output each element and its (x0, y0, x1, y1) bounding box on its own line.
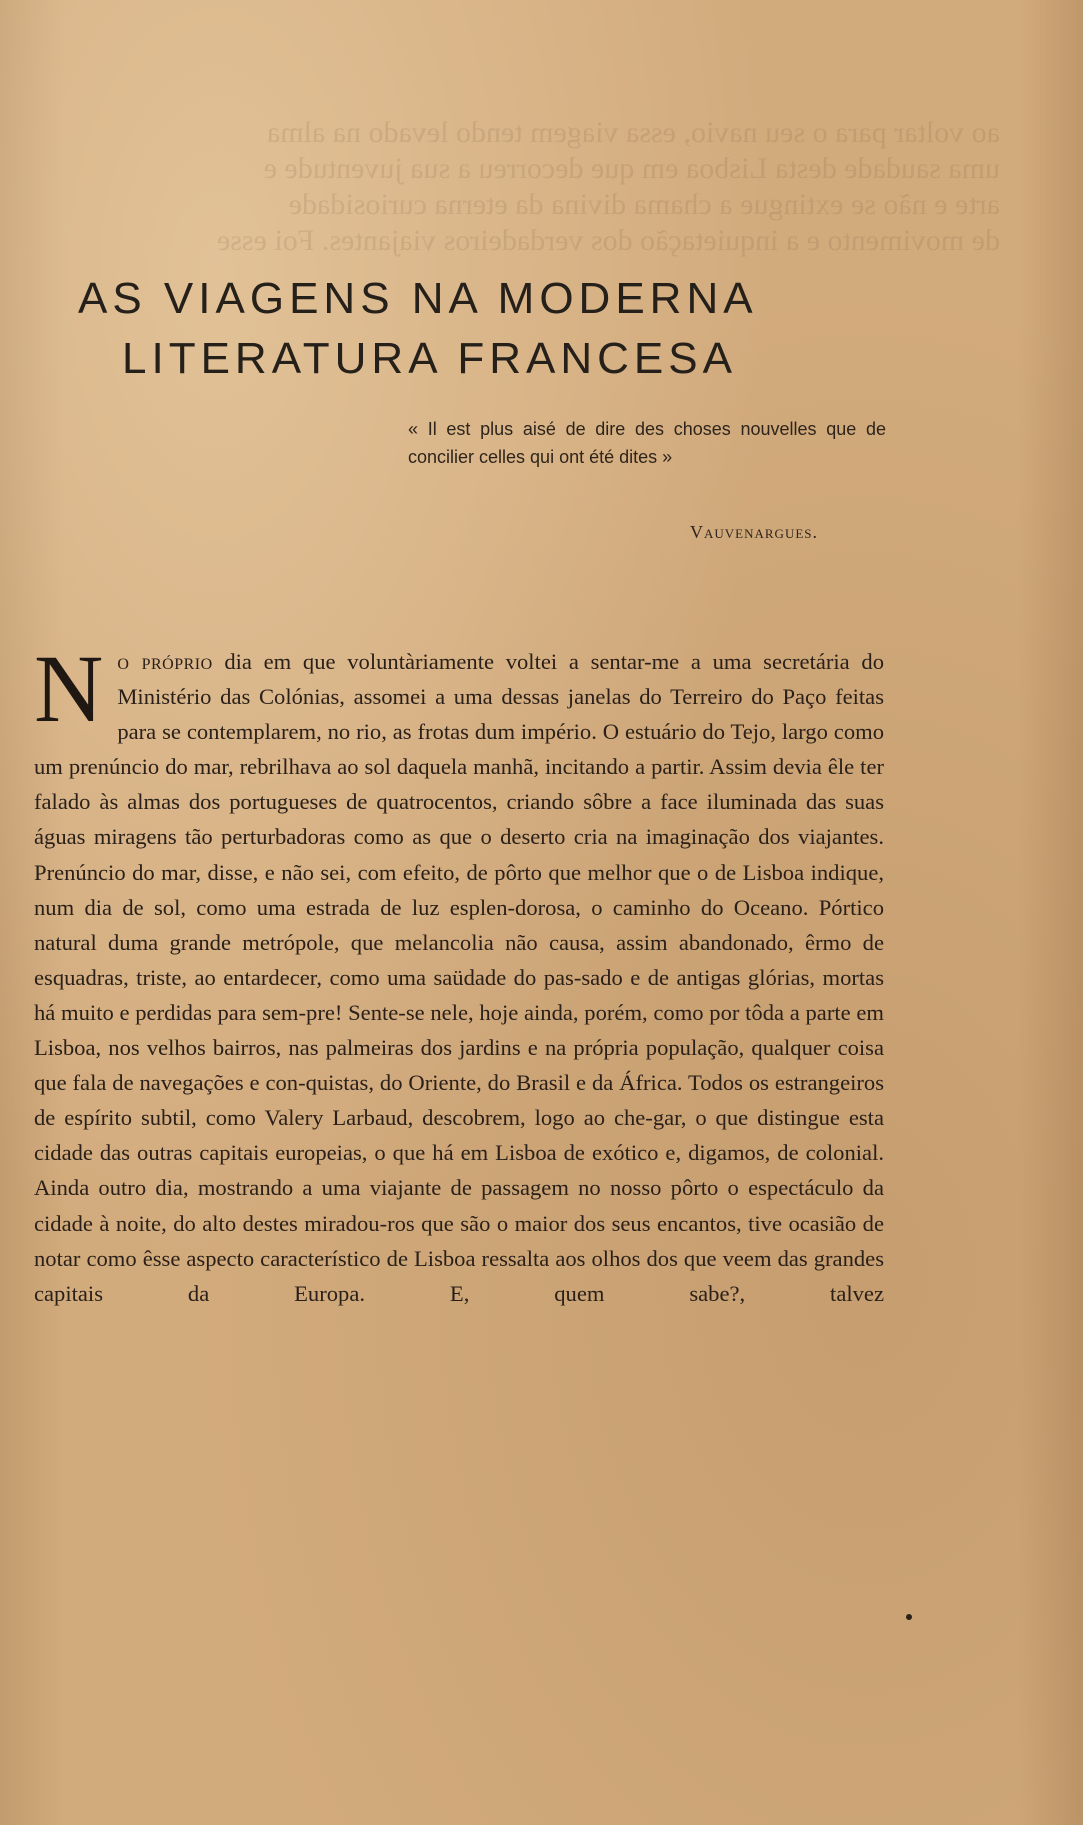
title-line-2: LITERATURA FRANCESA (122, 334, 737, 384)
body-paragraph (34, 635, 884, 1311)
drop-cap: N (34, 635, 104, 742)
body-text (34, 635, 884, 1311)
ink-dot (906, 1614, 912, 1620)
bleed-line: uma saudade desta Lisboa em que decorreu a sua juventude e (263, 152, 1000, 185)
body-paragraph-text: dia em que voluntàriamente voltei a sentar-me a uma secretária do Ministério das Colónias, assomei a uma dessas janelas do Terreiro do Paço feitas para se contemplarem, no rio, as frotas dum império. O estuário do Tejo, largo como um prenúncio do mar, rebrilhava ao sol daquela manhã, incitando a partir. Assim devia êle ter falado às almas dos portugueses de quatrocentos, criando sôbre a face iluminada das suas águas miragens tão perturbadoras como as que o deserto cria na imaginação dos viajantes. Prenúncio do mar, disse, e não sei, com efeito, de pôrto que melhor que o de Lisboa indique, num dia de sol, como uma estrada de luz esplen-dorosa, o caminho do Oceano. Pórtico natural duma grande metrópole, que melancolia não causa, assim abandonado, êrmo de esquadras, triste, ao entardecer, como uma saüdade do pas-sado e de antigas glórias, mortas há muito e perdidas para sem-pre! Sente-se nele, hoje ainda, porém, como por tôda a parte em Lisboa, nos velhos bairros, nas palmeiras dos jardins e na própria população, qualquer coisa que fala de navegações e con-quistas, do Oriente, do Brasil e da África. Todos os estrangeiros de espírito subtil, como Valery Larbaud, descobrem, logo ao che-gar, o que distingue esta cidade das outras capitais europeias, o que há em Lisboa de exótico e, digamos, de colonial. Ainda outro dia, mostrando a uma viajante de passagem no nosso pôrto o espectáculo da cidade à noite, do alto destes miradou-ros que são o maior dos seus encantos, tive ocasião de notar como êsse aspecto característico de Lisboa ressalta aos olhos dos que veem das grandes capitais da Europa. E, quem sabe?, talvez (34, 649, 884, 1306)
epigraph-author: Vauvenargues. (690, 522, 818, 542)
bleed-line: arte e não se extingue a chama divina da eterna curiosidade (288, 188, 1000, 221)
bleed-line: ao voltar para o seu navio, essa viagem tendo levado na alma (266, 116, 1000, 149)
bleed-through-text (120, 115, 1000, 259)
epigraph-quote: « Il est plus aisé de dire des choses nouvelles que de concilier celles qui ont été dites » (408, 419, 886, 467)
first-words: o próprio (117, 649, 213, 674)
article-title (78, 269, 858, 389)
bleed-line: de movimento e a inquietação dos verdadeiros viajantes. Foi esse (216, 224, 1000, 257)
title-line-1: AS VIAGENS NA MODERNA (78, 274, 758, 324)
